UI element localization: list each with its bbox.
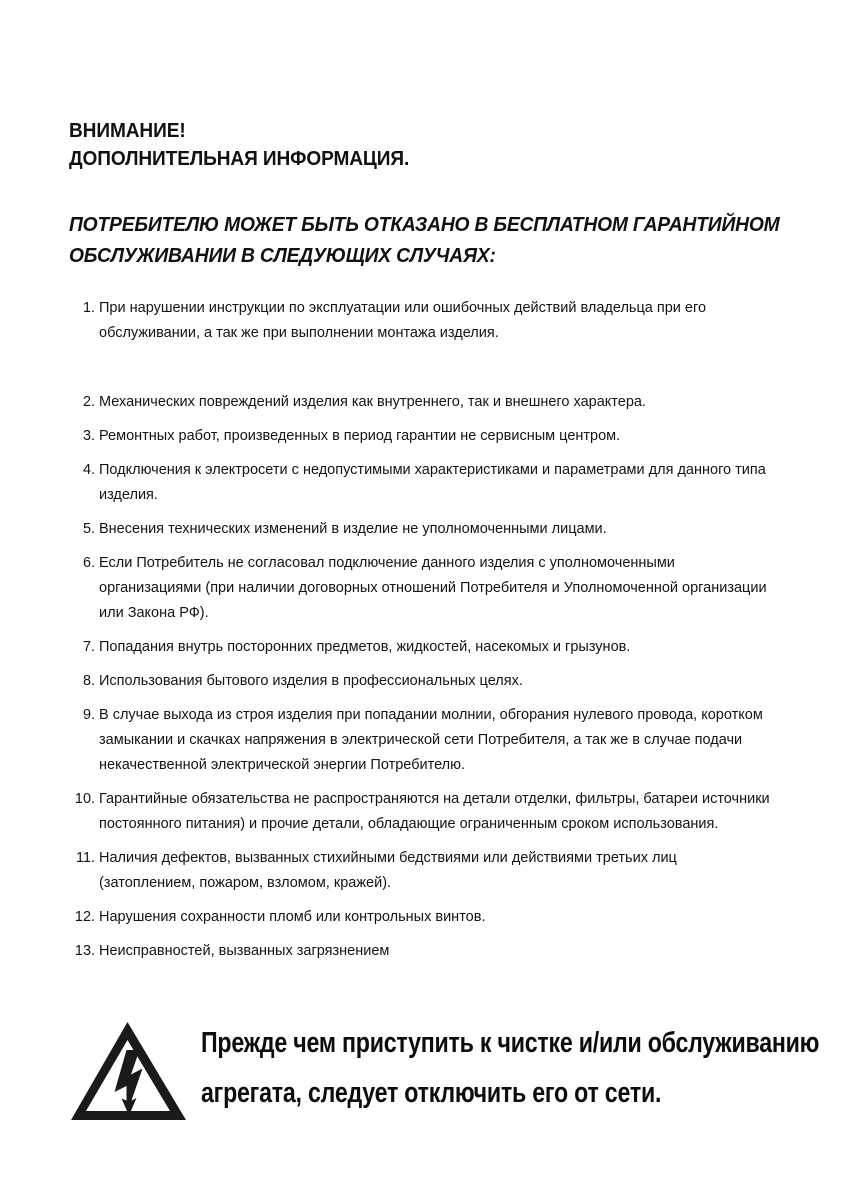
list-item — [69, 702, 809, 777]
list-item-number: 8. — [82, 672, 95, 689]
list-item-number: 4. — [82, 461, 95, 478]
list-item-text: Ремонтных работ, произведенных в период гарантии не сервисным центром. — [99, 427, 621, 444]
list-item-number: 13. — [74, 942, 95, 959]
list-item — [69, 457, 809, 507]
list-item — [69, 634, 809, 659]
warning-line-2: агрегата, следует отключить его от сети. — [201, 1077, 662, 1109]
list-item — [69, 295, 809, 345]
list-item-number: 3. — [82, 427, 95, 444]
list-item-number: 9. — [82, 706, 95, 723]
list-item-text: Внесения технических изменений в изделие не уполномоченными лицами. — [99, 520, 607, 537]
list-item-number: 2. — [82, 393, 95, 410]
list-item-text: При нарушении инструкции по эксплуатации или ошибочных действий владельца при его обслуживании, а так же при выполнении монтажа изделия. — [99, 299, 707, 341]
list-item-number: 11. — [76, 849, 95, 866]
list-item-text: Нарушения сохранности пломб или контрольных винтов. — [99, 908, 486, 925]
refusal-heading-line-2: ОБСЛУЖИВАНИИ В СЛЕДУЮЩИХ СЛУЧАЯХ: — [69, 244, 496, 267]
disconnect-warning-text — [201, 1018, 850, 1118]
list-item-text: Попадания внутрь посторонних предметов, жидкостей, насекомых и грызунов. — [99, 638, 631, 655]
list-item — [69, 389, 809, 414]
list-item — [69, 423, 809, 448]
list-item-number: 1. — [82, 299, 95, 316]
list-item-number: 12. — [74, 908, 95, 925]
list-item — [69, 516, 809, 541]
disconnect-warning-band — [69, 1014, 839, 1128]
list-item-text: Гарантийные обязательства не распространяются на детали отделки, фильтры, батареи источники постоянного питания) и прочие детали, обладающие ограниченным сроком использования. — [99, 790, 770, 832]
list-item — [69, 904, 809, 929]
list-item-text: Неисправностей, вызванных загрязнением — [99, 942, 390, 959]
warning-line-1: Прежде чем приступить к чистке и/или обслуживанию — [201, 1027, 820, 1059]
list-item-text: Если Потребитель не согласовал подключение данного изделия с уполномоченными организациями (при наличии договорных отношений Потребителя и Уполномоченной организации или Закона РФ). — [99, 554, 767, 621]
list-item-text: Подключения к электросети с недопустимыми характеристиками и параметрами для данного типа изделия. — [99, 461, 766, 503]
electrical-hazard-triangle-icon — [69, 1020, 189, 1128]
list-item-number: 5. — [82, 520, 95, 537]
list-item-text: Механических повреждений изделия как внутреннего, так и внешнего характера. — [99, 393, 647, 410]
warranty-exclusion-list — [69, 295, 809, 972]
attention-heading: ВНИМАНИЕ! — [69, 119, 186, 142]
list-item-text: В случае выхода из строя изделия при попадании молнии, обгорания нулевого провода, коротком замыкании и скачках напряжения в электрической сети Потребителя, а так же в случае подачи некачественной электрической энергии Потребителю. — [99, 706, 763, 773]
list-item — [69, 550, 809, 625]
list-item-text: Наличия дефектов, вызванных стихийными бедствиями или действиями третьих лиц (затоплением, пожаром, взломом, кражей). — [99, 849, 677, 891]
additional-info-heading: ДОПОЛНИТЕЛЬНАЯ ИНФОРМАЦИЯ. — [69, 147, 410, 170]
list-item — [69, 786, 809, 836]
attention-heading-block — [69, 117, 809, 173]
list-item-number: 10. — [74, 790, 95, 807]
list-item — [69, 668, 809, 693]
list-item-text: Использования бытового изделия в профессиональных целях. — [99, 672, 523, 689]
refusal-heading-line-1: ПОТРЕБИТЕЛЮ МОЖЕТ БЫТЬ ОТКАЗАНО В БЕСПЛАТНОМ ГАРАНТИЙНОМ — [69, 213, 780, 236]
list-item-number: 7. — [82, 638, 95, 655]
refusal-conditions-heading-block — [69, 209, 829, 271]
list-item — [69, 845, 809, 895]
list-item-number: 6. — [82, 554, 95, 571]
list-item — [69, 938, 809, 963]
